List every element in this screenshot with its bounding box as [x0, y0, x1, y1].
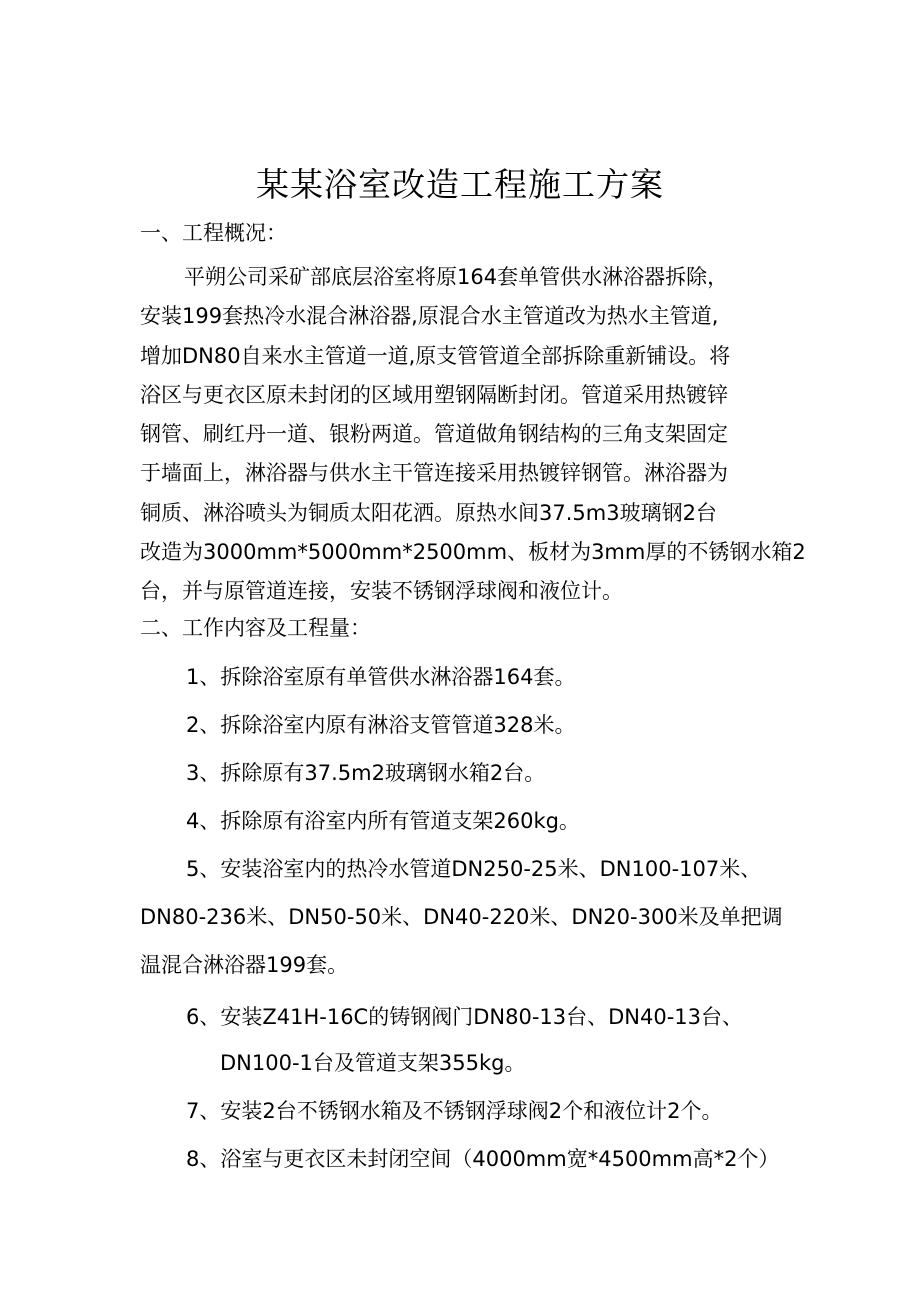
paragraph-line: 浴区与更衣区原未封闭的区域用塑钢隔断封闭。管道采用热镀锌 [140, 382, 728, 407]
paragraph-line: 钢管、刷红丹一道、银粉两道。管道做角钢结构的三角支架固定 [140, 422, 728, 447]
work-item: 4、拆除原有浴室内所有管道支架260kg。 [186, 809, 580, 833]
paragraph-line: 安装199套热冷水混合淋浴器,原混合水主管道改为热水主管道, [140, 304, 719, 329]
work-item: 8、浴室与更衣区未封闭空间（4000mm宽*4500mm高*2个） [186, 1147, 780, 1171]
work-item: 6、安装Z41H-16C的铸钢阀门DN80-13台、DN40-13台、 [186, 1005, 744, 1029]
paragraph-line: 铜质、淋浴喷头为铜质太阳花洒。原热水间37.5m3玻璃钢2台 [140, 500, 717, 525]
document-title: 某某浴室改造工程施工方案 [256, 165, 664, 204]
section-heading-work-content: 二、工作内容及工程量： [140, 616, 371, 640]
work-item-continuation: 温混合淋浴器199套。 [140, 953, 349, 977]
work-item: 7、安装2台不锈钢水箱及不锈钢浮球阀2个和液位计2个。 [186, 1099, 723, 1123]
paragraph-line: 增加DN80自来水主管道一道,原支管管道全部拆除重新铺设。将 [140, 343, 731, 368]
work-item: 1、拆除浴室原有单管供水淋浴器164套。 [186, 665, 576, 689]
paragraph-line: 平朔公司采矿部底层浴室将原164套单管供水淋浴器拆除， [184, 265, 729, 289]
overview-paragraph [140, 258, 806, 612]
paragraph-line: 台，并与原管道连接，安装不锈钢浮球阀和液位计。 [140, 579, 623, 604]
paragraph-line: 改造为3000mm*5000mm*2500mm、板材为3mm厚的不锈钢水箱2 [140, 540, 806, 565]
paragraph-line: 于墙面上，淋浴器与供水主干管连接采用热镀锌钢管。淋浴器为 [140, 461, 728, 486]
work-item: 3、拆除原有37.5m2玻璃钢水箱2台。 [186, 761, 546, 785]
work-item-continuation: DN100-1台及管道支架355kg。 [220, 1051, 526, 1075]
work-item: 2、拆除浴室内原有淋浴支管管道328米。 [186, 713, 576, 737]
work-item: 5、安装浴室内的热冷水管道DN250-25米、DN100-107米、 [186, 857, 762, 881]
work-item-continuation: DN80-236米、DN50-50米、DN40-220米、DN20-300米及单把调 [140, 905, 783, 929]
section-heading-overview: 一、工程概况： [140, 221, 287, 245]
